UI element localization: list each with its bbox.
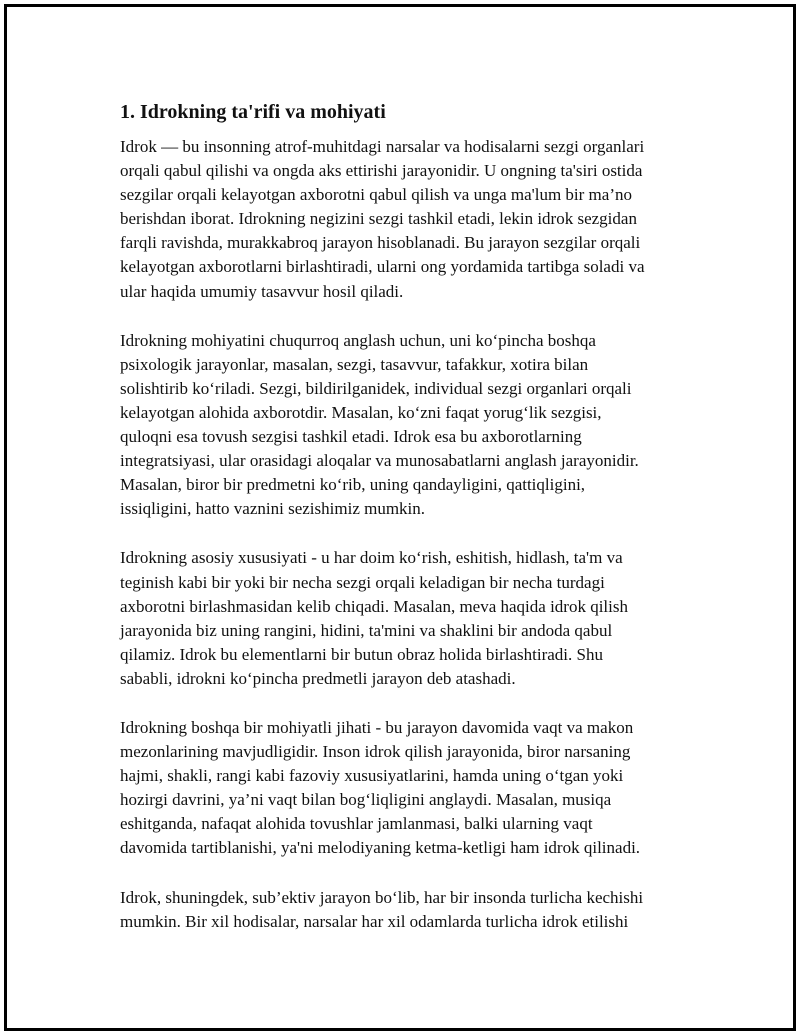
text-line: hozirgi davrini, ya’ni vaqt bilan bog‘liqligini anglaydi. Masalan, musiqa [120,790,612,810]
text-line: Idrokning asosiy xususiyati - u har doim ko‘rish, eshitish, hidlash, ta'm va [120,548,623,568]
text-line: quloqni esa tovush sezgisi tashkil etadi. Idrok esa bu axborotlarning [120,427,582,447]
text-line: teginish kabi bir yoki bir necha sezgi orqali keladigan bir necha turdagi [120,572,605,592]
text-line: solishtirib ko‘riladi. Sezgi, bildirilganidek, individual sezgi organlari orqali [120,378,632,398]
section-heading: 1. Idrokning ta'rifi va mohiyati [120,101,386,123]
text-line: issiqligini, hatto vaznini sezishimiz mumkin. [120,499,426,519]
paragraph [120,135,700,304]
text-line: mumkin. Bir xil hodisalar, narsalar har xil odamlarda turlicha idrok etilishi [120,911,629,931]
text-line: berishdan iborat. Idrokning negizini sezgi tashkil etadi, lekin idrok sezgidan [120,209,637,229]
text-line: sezgilar orqali kelayotgan axborotni qabul qilish va unga ma'lum bir ma’no [120,185,632,205]
paragraph [120,716,700,861]
text-line: kelayotgan axborotlarni birlashtiradi, ularni ong yordamida tartibga soladi va [120,257,645,277]
text-line: integratsiyasi, ular orasidagi aloqalar va munosabatlarni anglash jarayonidir. [120,451,639,471]
page-frame [4,4,796,1031]
text-line: farqli ravishda, murakkabroq jarayon hisoblanadi. Bu jarayon sezgilar orqali [120,233,641,253]
text-line: mezonlarining mavjudligidir. Inson idrok qilish jarayonida, biror narsaning [120,742,631,762]
text-line: davomida tartiblanishi, ya'ni melodiyaning ketma-ketligi ham idrok qilinadi. [120,838,641,858]
document-body [120,99,700,959]
paragraph [120,886,700,934]
paragraph [120,329,700,522]
text-line: psixologik jarayonlar, masalan, sezgi, tasavvur, tafakkur, xotira bilan [120,354,589,374]
text-line: orqali qabul qilishi va ongda aks ettirishi jarayonidir. U ongning ta'siri ostida [120,161,643,181]
text-line: ular haqida umumiy tasavvur hosil qiladi. [120,281,404,301]
text-line: hajmi, shakli, rangi kabi fazoviy xususiyatlarini, hamda uning o‘tgan yoki [120,766,624,786]
text-line: sababli, idrokni ko‘pincha predmetli jarayon deb atashadi. [120,668,516,688]
text-line: Idrok — bu insonning atrof-muhitdagi narsalar va hodisalarni sezgi organlari [120,137,645,156]
text-line: Idrok, shuningdek, sub’ektiv jarayon bo‘lib, har bir insonda turlicha kechishi [120,887,644,907]
text-line: Idrokning boshqa bir mohiyatli jihati - bu jarayon davomida vaqt va makon [120,717,634,737]
text-line: kelayotgan alohida axborotdir. Masalan, ko‘zni faqat yorug‘lik sezgisi, [120,402,602,422]
paragraphs [120,135,700,934]
text-line: qilamiz. Idrok bu elementlarni bir butun obraz holida birlashtiradi. Shu [120,644,603,664]
text-line: eshitganda, nafaqat alohida tovushlar jamlanmasi, balki ularning vaqt [120,814,593,834]
text-line: Masalan, biror bir predmetni ko‘rib, uning qandayligini, qattiqligini, [120,475,586,495]
text-line: axborotni birlashmasidan kelib chiqadi. Masalan, meva haqida idrok qilish [120,596,628,616]
text-line: Idrokning mohiyatini chuqurroq anglash uchun, uni ko‘pincha boshqa [120,330,596,350]
text-line: jarayonida biz uning rangini, hidini, ta'mini va shaklini bir andoda qabul [120,620,613,640]
paragraph [120,546,700,691]
